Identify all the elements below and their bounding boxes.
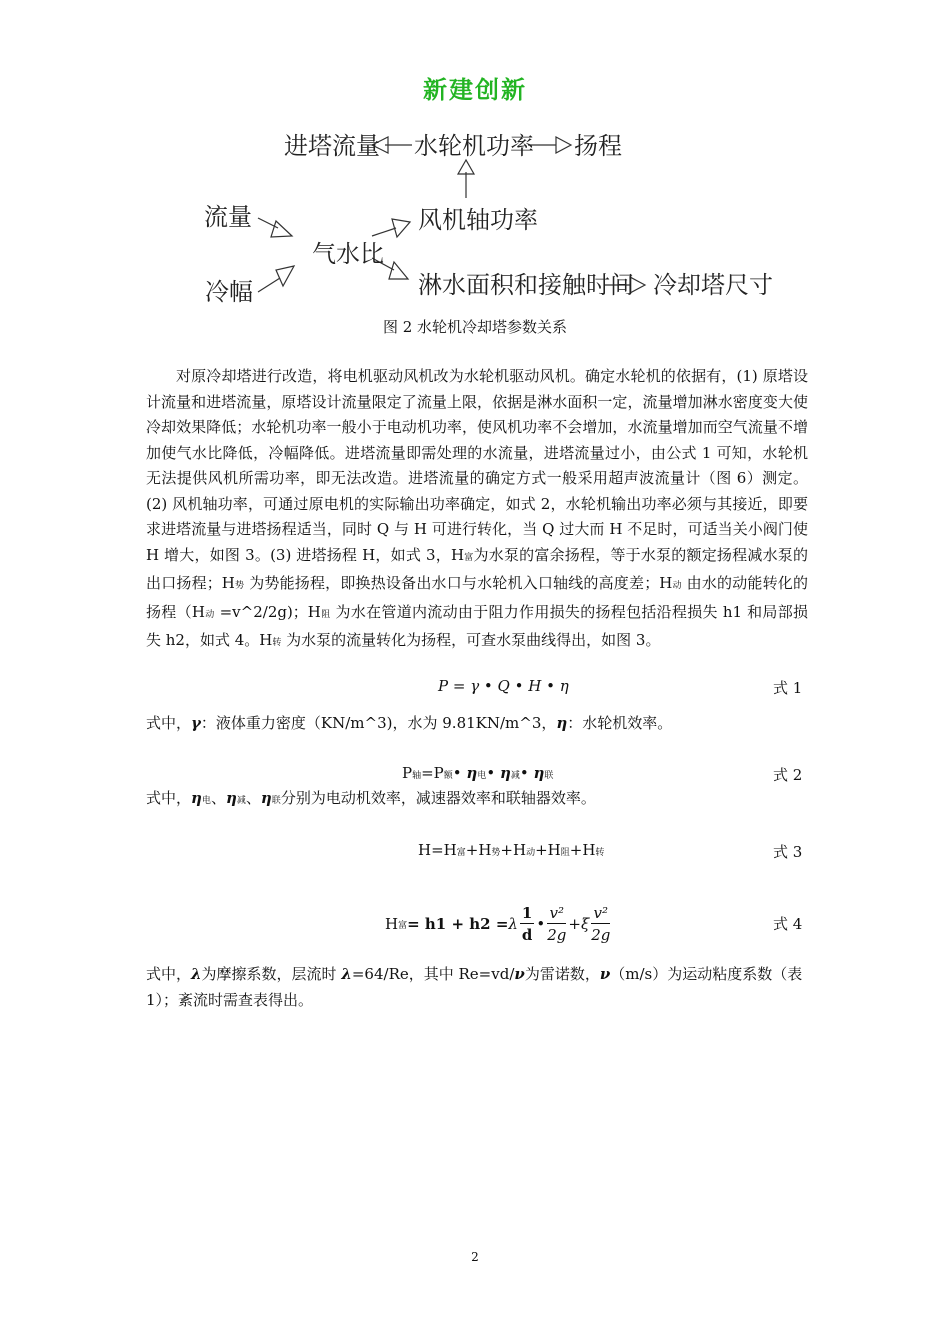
body-paragraph: 对原冷却塔进行改造，将电机驱动风机改为水轮机驱动风机。确定水轮机的依据有，(1) 原塔设计流量和进塔流量，原塔设计流量限定了流量上限，依据是淋水面积一定，流量增加淋水密度变大使冷却效果降低；水轮机功率一般小于电动机功率，使风机功率不会增加，水流量增加而空气流量不增加使气水比降低，冷幅降低。进塔流量即需处理的水流量，进塔流量过小，由公式 1 可知，水轮机无法提供风机所需功率，即无法改造。进塔流量的确定方式一般采用超声波流量计（图 6）测定。(2) 风机轴功率，可通过原电机的实际输出功率确定，如式 2，水轮机输出功率必须与其接近，即要求进塔流量与进塔扬程适当，同时 Q 与 H 可进行转化，当 Q 过大而 H 不足时，可适当关小阀门使 H 增大，如图 3。(3) 进塔扬程 H，如式 3，H富为水泵的富余扬程，等于水泵的额定扬程减水泵的出口扬程；H势 为势能扬程，即换热设备出水口与水轮机入口轴线的高度差；H动 由水的动能转化的扬程（H动 =v^2/2g)；H阻 为水在管道内流动由于阻力作用损失的扬程包括沿程损失 h1 和局部损失 h2，如式 4。H转 为水泵的流量转化为扬程，可查水泵曲线得出，如图 3。 [146, 367, 808, 649]
node-fan-shaft-power: 风机轴功率 [418, 206, 538, 234]
equation-2-number: 式 2 [773, 766, 803, 784]
page-number: 2 [471, 1250, 479, 1264]
arrow-line-range [258, 278, 280, 292]
arrow-head-fan [392, 219, 410, 237]
equation-3-number: 式 3 [773, 843, 803, 861]
node-head: 扬程 [574, 132, 622, 160]
node-air-water-ratio: 气水比 [312, 240, 384, 268]
equation-3: H=H富+H势+H动+H阻+H转 [418, 841, 605, 859]
equation-2-note: 式中，η电、η减、η联分别为电动机效率，减速器效率和联轴器效率。 [146, 789, 596, 807]
node-cooling-range: 冷幅 [205, 278, 253, 306]
arrow-head-flow [271, 221, 292, 237]
equation-4-number: 式 4 [773, 915, 803, 933]
node-spray-area-time: 淋水面积和接触时间 [418, 271, 634, 299]
equation-1-number: 式 1 [773, 679, 803, 697]
equation-2: P轴=P额• η电• η减• η联 [402, 764, 554, 782]
arrow-head-spray [389, 262, 408, 279]
arrow-head-range [276, 266, 294, 286]
node-tower-size: 冷却塔尺寸 [653, 271, 773, 299]
header-title: 新建创新 [423, 75, 527, 104]
arrow-head-right [556, 137, 571, 153]
equation-1-note: 式中，γ：液体重力密度（KN/m^3)，水为 9.81KN/m^3，η：水轮机效率。 [146, 714, 673, 732]
parameter-relation-diagram [0, 0, 950, 340]
node-turbine-power: 水轮机功率 [414, 132, 534, 160]
arrow-head-up [458, 160, 474, 174]
node-inlet-flow: 进塔流量 [284, 132, 380, 160]
node-flow: 流量 [204, 203, 252, 231]
equation-1: P = γ • Q • H • η [438, 677, 569, 695]
equation-4-note: 式中，λ为摩擦系数，层流时 λ=64/Re，其中 Re=vd/ν为雷诺数，ν（m/s）为运动粘度系数（表 1）；紊流时需查表得出。 [146, 965, 803, 1009]
figure-caption: 图 2 水轮机冷却塔参数关系 [382, 318, 568, 336]
equation-4: H 富 = h1 + h2 = λ $\frac{1}{d}$ • $\frac{\text{v²}}{2g}$ + ξ $\frac{\text{v²}}{2g}$ [385, 903, 611, 944]
arrow-line-fan [372, 228, 396, 236]
